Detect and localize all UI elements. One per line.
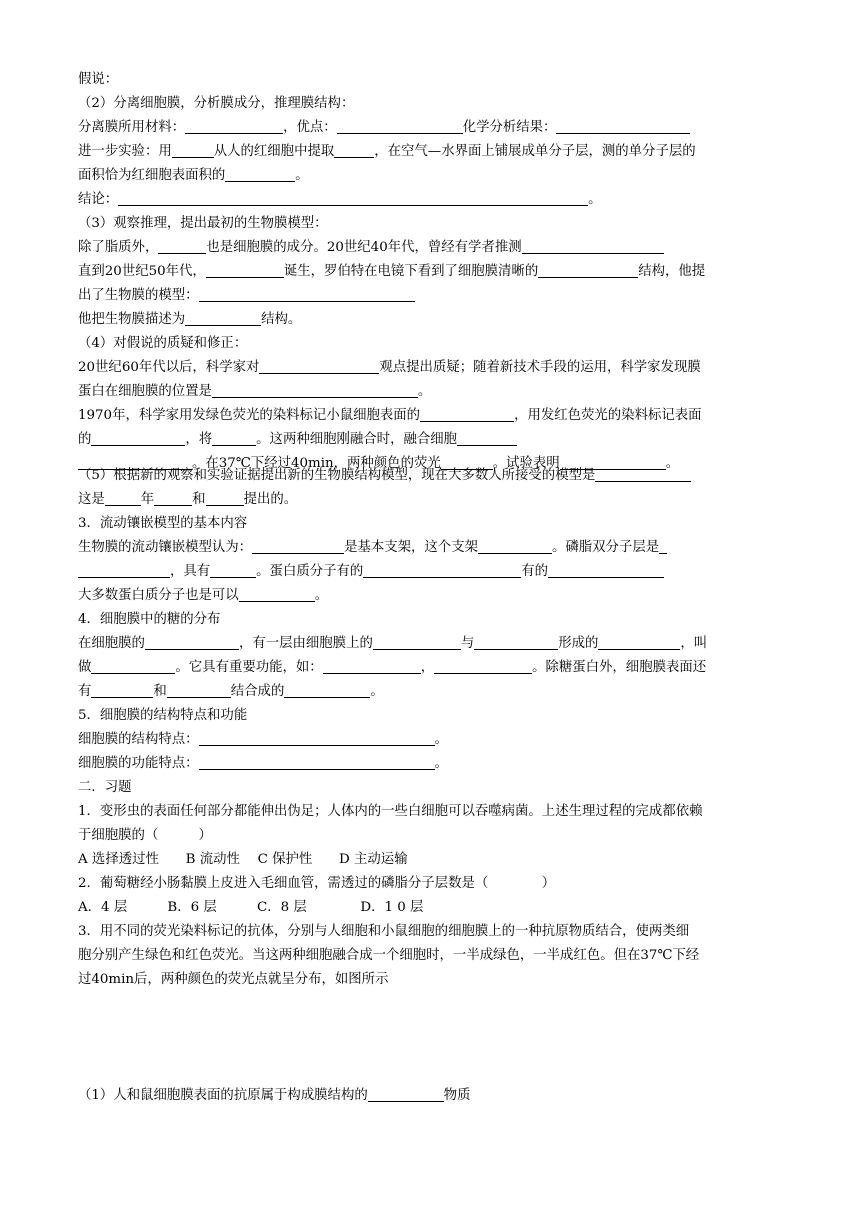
answer-blank[interactable]: [91, 430, 185, 446]
question-text: 2．葡萄糖经小肠黏膜上皮进入毛细血管，需透过的磷脂分子层数是（ ）: [78, 876, 556, 891]
section-heading: （2）分离细胞膜，分析膜成分，推理膜结构：: [78, 96, 355, 111]
answer-options: A．4 层 B．6 层 C．8 层 D．1 0 层: [78, 900, 424, 915]
question-text: 胞分别产生绿色和红色荧光。当这两种细胞融合成一个细胞时，一半成绿色，一半成红色。但在37℃下经: [78, 948, 700, 963]
answer-blank[interactable]: [659, 538, 667, 554]
question-text: 过40min后，两种颜色的荧光点就呈分布，如图所示: [78, 972, 389, 987]
answer-blank[interactable]: [595, 466, 691, 482]
fill-in-line: 大多数蛋白质分子也是可以 。: [78, 588, 329, 603]
fill-in-line: 在细胞膜的 ，有一层由细胞膜上的 与 形成的 ，叫: [78, 636, 708, 651]
answer-blank[interactable]: [172, 142, 214, 158]
answer-blank[interactable]: [167, 682, 231, 698]
fill-in-line: ，具有 。蛋白质分子有的 有的: [78, 561, 664, 583]
answer-blank[interactable]: [199, 730, 435, 746]
fill-in-line: 细胞膜的结构特点： 。: [78, 732, 448, 747]
answer-blank[interactable]: [105, 490, 141, 506]
answer-blank[interactable]: [556, 118, 690, 134]
fill-in-line: 除了脂质外， 也是细胞膜的成分。20世纪40年代，曾经有学者推测: [78, 237, 664, 259]
fill-in-line: （1）人和鼠细胞膜表面的抗原属于构成膜结构的 物质: [78, 1088, 471, 1103]
answer-blank[interactable]: [118, 190, 588, 206]
fill-in-line: 的 ，将 。这两种细胞刚融合时，融合细胞: [78, 429, 517, 451]
answer-blank[interactable]: [199, 286, 415, 302]
fill-in-line: （5）根据新的观察和实验证据提出新的生物膜结构模型，现在大多数人所接受的模型是: [78, 465, 691, 487]
question-text: 于细胞膜的（ ）: [78, 828, 212, 843]
fill-in-line: 进一步实验：用 从人的红细胞中提取 ，在空气—水界面上铺展成单分子层，测的单分子层的: [78, 144, 696, 159]
answer-blank[interactable]: [78, 562, 170, 578]
fill-in-line: 这是 年 和 提出的。: [78, 492, 298, 507]
answer-blank[interactable]: [434, 658, 532, 674]
fill-in-line: 细胞膜的功能特点： 。: [78, 756, 448, 771]
answer-blank[interactable]: [239, 586, 315, 602]
answer-blank[interactable]: [91, 658, 175, 674]
answer-blank[interactable]: [474, 634, 558, 650]
answer-blank[interactable]: [154, 490, 192, 506]
answer-blank[interactable]: [185, 118, 283, 134]
section-heading: （4）对假说的质疑和修正：: [78, 336, 248, 351]
fill-in-line: 生物膜的流动镶嵌模型认为： 是基本支架，这个支架 。磷脂双分子层是: [78, 537, 667, 559]
answer-blank[interactable]: [478, 538, 552, 554]
answer-blank[interactable]: [363, 562, 521, 578]
fill-in-line: 蛋白在细胞膜的位置是 。: [78, 384, 432, 399]
question-text: 1．变形虫的表面任何部分都能伸出伪足；人体内的一些白细胞可以吞噬病菌。上述生理过程的完成都依赖: [78, 804, 703, 819]
fill-in-line: 1970年，科学家用发绿色荧光的染料标记小鼠细胞表面的 ，用发红色荧光的染料标记表面: [78, 408, 702, 423]
answer-blank[interactable]: [457, 430, 517, 446]
section-heading: 4．细胞膜中的糖的分布: [78, 612, 221, 627]
answer-blank[interactable]: [598, 634, 680, 650]
answer-blank[interactable]: [199, 754, 435, 770]
fill-in-line: 直到20世纪50年代， 诞生，罗伯特在电镜下看到了细胞膜清晰的 结构，他提: [78, 264, 706, 279]
answer-blank[interactable]: [284, 682, 370, 698]
section-heading: 二．习题: [78, 780, 132, 795]
text-line: 假说：: [78, 72, 119, 87]
answer-blank[interactable]: [210, 562, 256, 578]
answer-blank[interactable]: [259, 358, 379, 374]
fill-in-line: 面积恰为红细胞表面积的 。: [78, 168, 309, 183]
answer-blank[interactable]: [212, 382, 418, 398]
answer-blank[interactable]: [548, 562, 664, 578]
answer-blank[interactable]: [368, 1086, 444, 1102]
fill-in-line: 有 和 结合成的 。: [78, 684, 384, 699]
answer-blank[interactable]: [185, 310, 261, 326]
answer-blank[interactable]: [538, 262, 638, 278]
question-text: 3．用不同的荧光染料标记的抗体，分别与人细胞和小鼠细胞的细胞膜上的一种抗原物质结合，使两类细: [78, 924, 690, 939]
answer-blank[interactable]: [158, 238, 206, 254]
answer-blank[interactable]: [145, 634, 239, 650]
answer-blank[interactable]: [334, 142, 374, 158]
answer-blank[interactable]: [420, 406, 514, 422]
answer-blank[interactable]: [323, 658, 421, 674]
section-heading: 3．流动镶嵌模型的基本内容: [78, 516, 248, 531]
fill-in-line: 。在37℃下经过40min，两种颜色的荧光 。试验表明 。: [78, 453, 679, 475]
fill-in-line: 20世纪60年代以后，科学家对 观点提出质疑；随着新技术手段的运用，科学家发现膜: [78, 360, 701, 375]
fill-in-line: 他把生物膜描述为 结构。: [78, 312, 302, 327]
answer-blank[interactable]: [91, 682, 153, 698]
answer-blank[interactable]: [252, 538, 344, 554]
fill-in-line: 出了生物膜的模型：: [78, 285, 415, 307]
fill-in-line: 分离膜所用材料： ，优点： 化学分析结果：: [78, 117, 690, 139]
answer-blank[interactable]: [206, 262, 284, 278]
fill-in-line: 结论： 。: [78, 192, 602, 207]
answer-blank[interactable]: [522, 238, 664, 254]
fill-in-line: 做 。它具有重要功能，如： ， 。除糖蛋白外，细胞膜表面还: [78, 660, 707, 675]
answer-blank[interactable]: [206, 490, 244, 506]
section-heading: 5．细胞膜的结构特点和功能: [78, 708, 248, 723]
answer-blank[interactable]: [225, 166, 295, 182]
answer-blank[interactable]: [373, 634, 461, 650]
section-heading: （3）观察推理，提出最初的生物膜模型：: [78, 216, 328, 231]
answer-blank[interactable]: [212, 430, 256, 446]
answer-blank[interactable]: [337, 118, 463, 134]
answer-options: A 选择透过性 B 流动性 C 保护性 D 主动运输: [78, 852, 408, 867]
